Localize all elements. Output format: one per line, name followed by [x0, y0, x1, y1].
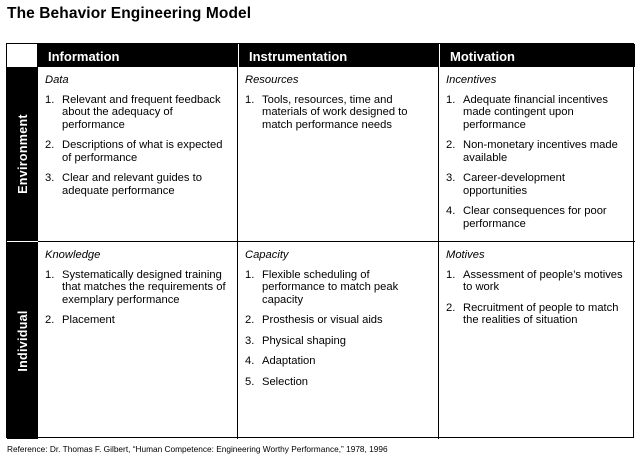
- cell-environment-motivation: [439, 67, 635, 242]
- cell-individual-instrumentation: [238, 242, 439, 439]
- cell-subhead: Motives: [446, 249, 485, 261]
- list-item: 3. Clear and relevant guides to adequate performance: [45, 172, 231, 197]
- cell-subhead: Data: [45, 74, 69, 86]
- column-header-information: Information: [38, 44, 238, 67]
- table-corner: [7, 44, 38, 67]
- list-item: 2. Recruitment of people to match the realities of situation: [446, 302, 629, 327]
- list-item: 4. Clear consequences for poor performance: [446, 205, 629, 230]
- list-item: 3. Career-development opportunities: [446, 172, 629, 197]
- item-list: [245, 269, 432, 389]
- cell-subhead: Capacity: [245, 249, 289, 261]
- cell-subhead: Incentives: [446, 74, 497, 86]
- list-item: 1. Relevant and frequent feedback about the adequacy of performance: [45, 94, 231, 132]
- list-item: 1. Adequate financial incentives made contingent upon performance: [446, 94, 629, 132]
- item-list: [45, 269, 231, 327]
- cell-individual-motivation: [439, 242, 635, 439]
- cell-individual-information: [38, 242, 238, 439]
- list-item: 1. Flexible scheduling of performance to match peak capacity: [245, 269, 432, 307]
- list-item: 2. Descriptions of what is expected of performance: [45, 139, 231, 164]
- cell-environment-instrumentation: [238, 67, 439, 242]
- list-item: 2. Non-monetary incentives made available: [446, 139, 629, 164]
- list-item: 1. Tools, resources, time and materials of work designed to match performance needs: [245, 94, 432, 132]
- list-item: 1. Systematically designed training that matches the requirements of exemplary performance: [45, 269, 231, 307]
- column-header-instrumentation: Instrumentation: [238, 44, 439, 67]
- list-item: 4. Adaptation: [245, 355, 432, 368]
- item-list: [45, 94, 231, 198]
- reference-citation: Reference: Dr. Thomas F. Gilbert, “Human Competence: Engineering Worthy Performance,” 1978, 1996: [7, 444, 388, 454]
- item-list: [446, 94, 629, 231]
- column-header-motivation: Motivation: [439, 44, 635, 67]
- cell-subhead: Knowledge: [45, 249, 101, 261]
- list-item: 2. Placement: [45, 314, 231, 327]
- row-header-environment: [7, 67, 38, 242]
- cell-subhead: Resources: [245, 74, 299, 86]
- item-list: [245, 94, 432, 132]
- row-label-individual: Individual: [15, 309, 30, 372]
- list-item: 5. Selection: [245, 376, 432, 389]
- list-item: 3. Physical shaping: [245, 335, 432, 348]
- list-item: 1. Assessment of people’s motives to work: [446, 269, 629, 294]
- list-item: 2. Prosthesis or visual aids: [245, 314, 432, 327]
- behavior-engineering-table: [6, 43, 634, 438]
- row-label-environment: Environment: [15, 114, 30, 194]
- row-header-individual: [7, 242, 38, 439]
- item-list: [446, 269, 629, 327]
- page-title: The Behavior Engineering Model: [7, 5, 252, 22]
- cell-environment-information: [38, 67, 238, 242]
